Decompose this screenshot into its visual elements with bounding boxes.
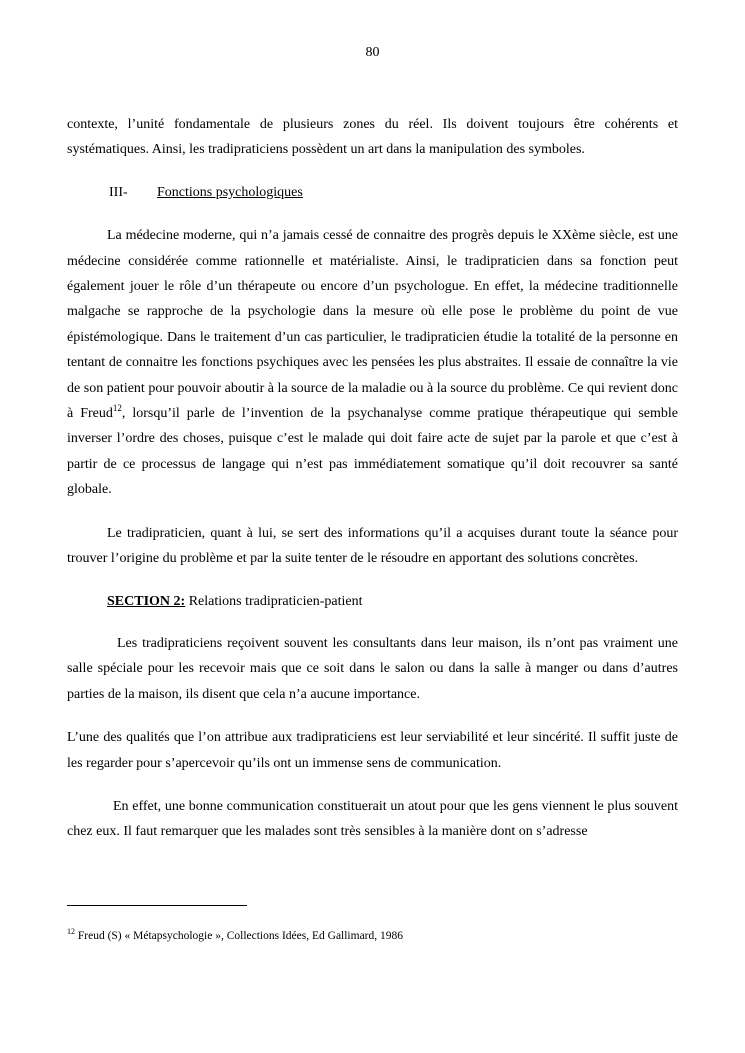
paragraph-tradipraticien: Le tradipraticien, quant à lui, se sert des informations qu’il a acquises durant toute la séance pour trouver l’origine du problème et par la suite tenter de le résoudre en apportant des solutions concrètes.	[67, 525, 678, 567]
section-title: Relations tradipraticien-patient	[185, 593, 363, 609]
subsection-heading	[67, 180, 678, 205]
paragraph-modern-medicine	[67, 223, 678, 502]
paragraph-consultants: Les tradipraticiens reçoivent souvent les consultants dans leur maison, ils n’ont pas vraiment une salle spéciale pour les recevoir mais que ce soit dans le salon ou dans la salle à manger ou dans d’autres parties de la maison, ils disent que cela n’a aucune importance.	[67, 635, 678, 702]
paragraph-qualities: L’une des qualités que l’on attribue aux tradipraticiens est leur serviabilité et leur sincérité. Il suffit juste de les regarder pour s’apercevoir qu’ils ont un immense sens de communication.	[67, 730, 678, 771]
footnote-reference: 12	[112, 403, 122, 414]
footnote	[67, 927, 678, 942]
footnote-text: Freud (S) « Métapsychologie », Collections Idées, Ed Gallimard, 1986	[75, 930, 404, 942]
footnote-divider	[67, 905, 247, 906]
section-heading	[67, 589, 678, 614]
paragraph-text-part1: La médecine moderne, qui n’a jamais cessé de connaitre des progrès depuis le XXème siècle, est une médecine considérée comme rationnelle et matérialiste. Ainsi, le tradipraticien dans sa fonction peut également jouer le rôle d’un thérapeute ou encore d’un psychologue. En effet, la médecine traditionnelle malgache se rapproche de la psychologie dans la mesure où elle pose le problème du point de vue épistémologique. Dans le traitement d’un cas particulier, le tradipraticien étudie la totalité de la personne en tentant de connaitre les fonctions psychiques avec les pensées les plus abstraites. Il essaie de connaître la vie de son patient pour pouvoir aboutir à la source de la maladie ou à la source du problème. Ce qui revient donc à Freud	[67, 228, 678, 422]
subsection-number: III-	[109, 184, 128, 200]
section-label: SECTION 2:	[107, 593, 186, 609]
body-text	[67, 112, 678, 845]
subsection-title: Fonctions psychologiques	[157, 184, 303, 200]
paragraph-communication: En effet, une bonne communication constituerait un atout pour que les gens viennent le plus souvent chez eux. Il faut remarquer que les malades sont très sensibles à la manière dont on s’adresse	[67, 798, 678, 840]
page-number: 80	[365, 45, 380, 60]
paragraph-text-part2: , lorsqu’il parle de l’invention de la psychanalyse comme pratique thérapeutique qui semble inverser l’ordre des choses, puisque c’est le malade qui doit faire acte de sujet par la parole et que c’est à partir de ce processus de langage qui n’est pas immédiatement somatique qu’il doit recouvrer sa santé globale.	[67, 406, 678, 498]
paragraph-context: contexte, l’unité fondamentale de plusieurs zones du réel. Ils doivent toujours être cohérents et systématiques. Ainsi, les tradipraticiens possèdent un art dans la manipulation des symboles.	[67, 117, 678, 158]
footnote-number: 12	[67, 927, 75, 936]
